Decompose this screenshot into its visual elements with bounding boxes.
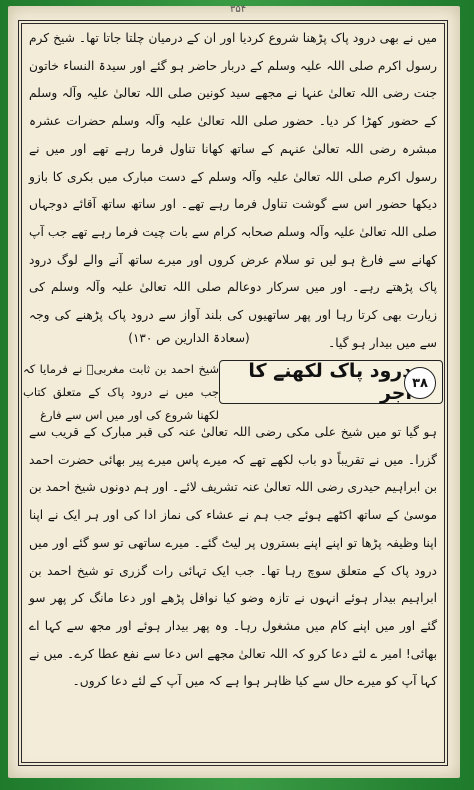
page-number: ۳۵۴ [230, 4, 247, 15]
paragraph-2: ہو گیا تو میں شیخ علی مکی رضی اللہ تعالیٰ عنہ کی قبر مبارک کے قریب سے گزرا۔ میں نے تقریباً دو باب لکھے تھے کہ میرے پاس میرے پیر بھائی حضرت احمد بن ابراہیم حیدری رضی اللہ تعالیٰ عنہ تشریف لائے۔ اور ہم دونوں شیخ احمد بن موسیٰ کے ساتھ اکٹھے ہوئے جب ہم نے عشاء کی نماز ادا کی اور ہر ایک نے اپنا اپنا وظیفہ پڑھا تو اپنے اپنے بستروں پر لیٹ گئے۔ میرے ساتھی تو سو گئے اور میں درود پاک کے متعلق سوچ رہا تھا۔ جب ایک تہائی رات گزری تو شیخ احمد بن ابراہیم بیدار ہوئے انہوں نے تازہ وضو کیا نوافل پڑھے اور دعا مانگ کر پھر سو گئے اور میں اپنے کام میں مشغول رہا۔ وہ پھر بیدار ہوئے اور مجھ سے کہا اے بھائی! امیر ے لئے دعا کرو کہ اللہ تعالیٰ مجھے اس دعا سے نفع عطا کرے۔ میں نے کہا آپ کو میرے حال سے کیا ظاہر ہوا ہے کہ میں آپ کے لئے دعا کروں۔ [29, 425, 437, 689]
section-title: درود پاک لکھنے کا اجر [248, 360, 412, 404]
text-border [18, 20, 448, 766]
section-number-badge: ۳۸ [404, 367, 436, 399]
section-heading-row [23, 356, 443, 422]
paragraph-1: میں نے بھی درود پاک پڑھنا شروع کردیا اور ان کے درمیان چلتا جاتا تھا۔ شیخ کرم رسول اکرم صلی اللہ علیہ وسلم کے دربار حاضر ہو گئے اور سیدۃ النساء خاتون جنت رضی اللہ تعالیٰ عنہا نے مجھے سید کونین صلی اللہ تعالیٰ علیہ وآلہ وسلم کے حضور کھڑا کر دیا۔ حضور صلی اللہ تعالیٰ علیہ وآلہ وسلم حضرات عشرہ مبشرہ رضی اللہ تعالیٰ عنہم کے ساتھ کھانا تناول فرما رہے تھے اور میں نے رسول اکرم صلی اللہ تعالیٰ علیہ وآلہ وسلم کے دست مبارک میں بکری کا بازو دیکھا حضور اس سے گوشت تناول فرما رہے تھے۔ اور ساتھ ساتھ آقائے دوجہاں صلی اللہ تعالیٰ علیہ وآلہ وسلم صحابہ کرام سے بات چیت فرما رہے تھے جب آپ کھانے سے فارغ ہو لیں تو سلام عرض کروں اور میرے ساتھ آنے والے لوگ درود پاک پڑھتے رہے۔ اور میں سرکار دوعالم صلی اللہ تعالیٰ علیہ وآلہ وسلم کی زیارت بھی کرتا رہا اور پھر ساتھیوں کی بلند آواز سے درود پاک پڑھنے کی وجہ سے میں بیدار ہو گیا۔ [29, 31, 437, 350]
section-intro-text: شیخ احمد بن ثابت مغربیؒ نے فرمایا کہ جب میں نے درود پاک کے متعلق کتاب لکھنا شروع کی اور میں اس سے فارغ [23, 362, 219, 422]
section-heading-box [219, 360, 443, 404]
reference-citation: (سعادۃ الدارین ص ۱۳۰) [128, 331, 250, 345]
book-page [8, 6, 460, 778]
